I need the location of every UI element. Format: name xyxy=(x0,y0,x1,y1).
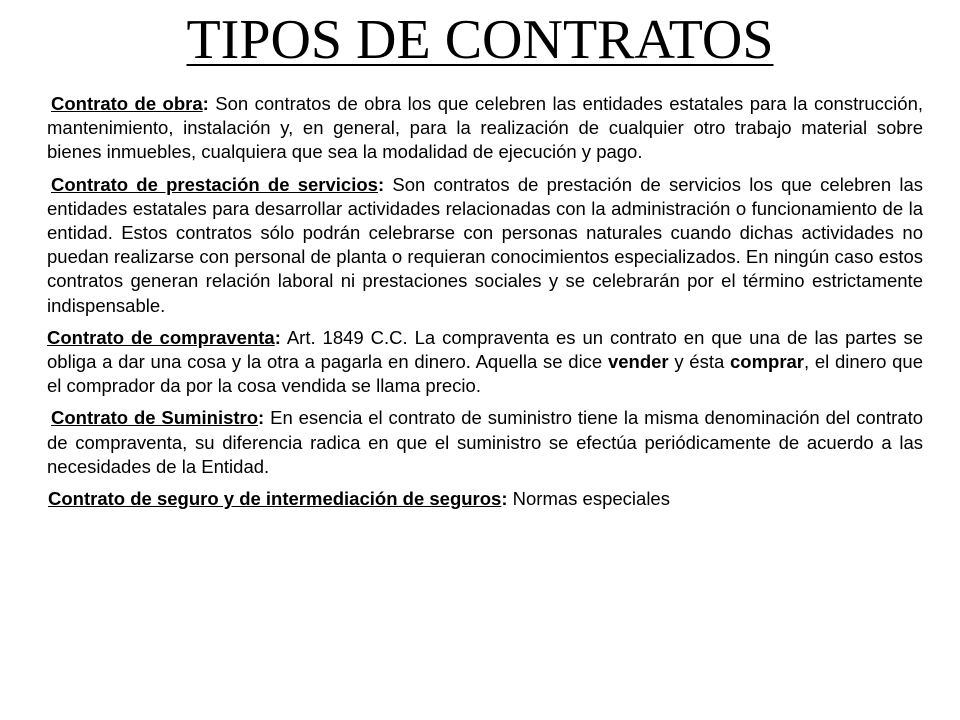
paragraph-text: Son contratos de obra los que celebren las entidades estatales para la construcción, mantenimiento, instalación y, en general, para la realización de cualquier otro trabajo material sobre bienes inmuebles, cualquiera que sea la modalidad de ejecución y pago. xyxy=(47,93,924,163)
paragraph-compraventa xyxy=(47,326,923,399)
term-colon: : xyxy=(258,407,265,429)
paragraph-seguro xyxy=(48,487,923,511)
term-seguro: Contrato de seguro y de intermediación de seguros xyxy=(48,488,502,510)
slide-body xyxy=(47,92,923,519)
paragraph-suministro xyxy=(47,406,923,479)
paragraph-text: y ésta xyxy=(668,351,730,373)
paragraph-text: , el dinero que el comprador da por la cosa vendida se llama precio. xyxy=(47,351,923,397)
paragraph-prestacion-de-servicios xyxy=(47,173,923,318)
term-colon: : xyxy=(274,326,281,348)
term-suministro: Contrato de Suministro xyxy=(51,407,259,429)
slide-title: TIPOS DE CONTRATOS xyxy=(186,9,774,71)
term-colon: : xyxy=(501,488,508,510)
paragraph-text: En esencia el contrato de suministro tiene la misma denominación del contrato de compraventa, su diferencia radica en que el suministro se efectúa periódicamente de acuerdo a las necesidades de la Entidad. xyxy=(47,407,924,477)
bold-vender: vender xyxy=(607,351,669,373)
paragraph-text: Art. 1849 C.C. La compraventa es un contrato en que una de las partes se obliga a dar una cosa y la otra a pagarla en dinero. Aquella se dice xyxy=(47,326,923,373)
term-colon: : xyxy=(377,173,385,195)
term-compraventa: Contrato de compraventa xyxy=(47,326,275,348)
paragraph-text: Normas especiales xyxy=(507,488,670,510)
term-colon: : xyxy=(202,93,209,114)
paragraph-contrato-de-obra xyxy=(47,92,923,165)
term-prestacion-de-servicios: Contrato de prestación de servicios xyxy=(51,173,378,195)
bold-comprar: comprar xyxy=(729,351,805,373)
term-contrato-de-obra: Contrato de obra xyxy=(51,93,203,114)
paragraph-text: Son contratos de prestación de servicios los que celebren las entidades estatales para desarrollar actividades relacionadas con la administración o funcionamiento de la entidad. Estos contratos sólo podrán celebrarse con personas naturales cuando dichas actividades no puedan realizarse con personal de planta o requieran conocimientos especializados. En ningún caso estos contratos generan relación laboral ni prestaciones sociales y se celebrarán por el término estrictamente indispensable. xyxy=(47,173,924,316)
